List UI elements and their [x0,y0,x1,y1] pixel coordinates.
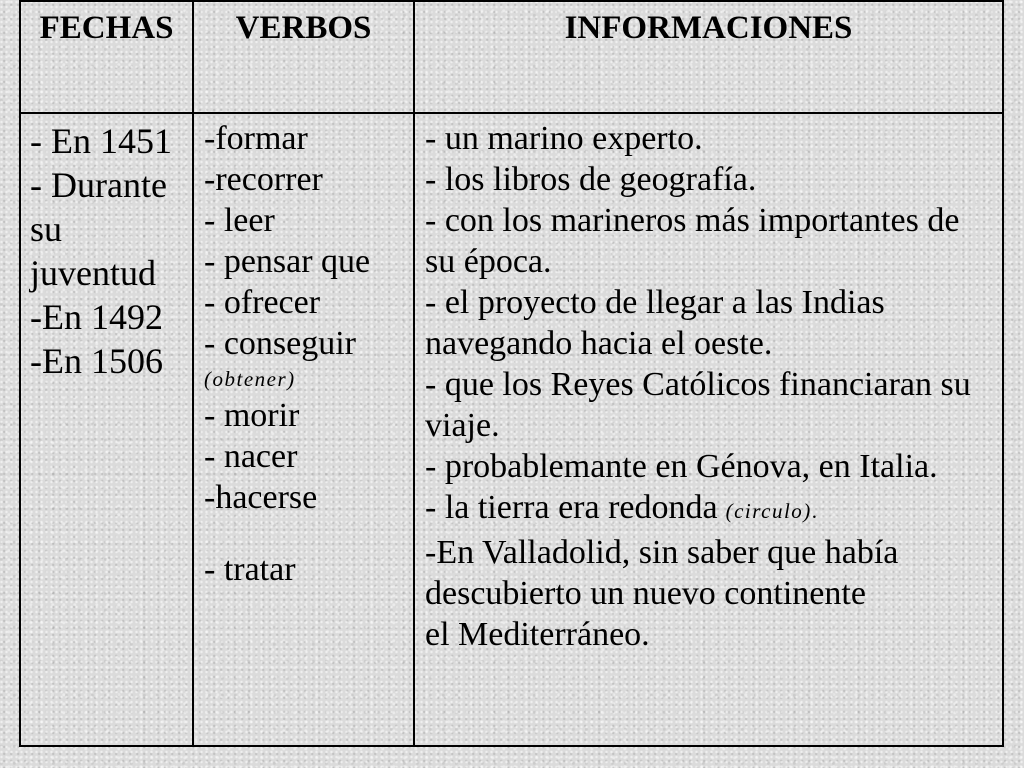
verbo-line: -formar [204,120,308,157]
verbo-line: - pensar que [204,243,371,280]
informacion-line: - probablemante en Génova, en Italia. [425,448,938,485]
informacion-line: su época. [425,243,552,280]
fecha-line: juventud [30,253,156,293]
informacion-text: - la tierra era redonda [425,489,718,526]
verbo-line: - tratar [204,551,296,588]
fecha-line: - En 1451 [30,121,172,161]
header-verbos: VERBOS [235,10,372,46]
header-fechas: FECHAS [39,10,174,46]
informacion-line: - que los Reyes Católicos financiaran su [425,366,971,403]
informacion-line: -En Valladolid, sin saber que había [425,534,899,571]
verbos-cell [194,114,413,745]
verbo-line: - conseguir [204,325,357,362]
fecha-line: - Durante [30,165,167,205]
verbo-line: - leer [204,202,275,239]
informacion-end: . [811,499,818,523]
verbo-line: -recorrer [204,161,323,198]
fechas-cell [21,114,192,745]
verbo-line: -hacerse [204,479,318,516]
fecha-line: -En 1506 [30,341,163,381]
informacion-line: navegando hacia el oeste. [425,325,773,362]
verbo-line: - nacer [204,438,298,475]
informacion-line: descubierto un nuevo continente [425,575,866,612]
informaciones-cell [415,114,1002,745]
info-table [19,0,1004,747]
informacion-line: - los libros de geografía. [425,161,757,198]
informacion-line: viaje. [425,407,500,444]
verbo-line: - morir [204,397,300,434]
verbo-line: - ofrecer [204,284,321,321]
fecha-line: -En 1492 [30,297,163,337]
verbo-note: (obtener) [204,367,296,391]
informacion-note: (circulo) [725,499,812,523]
informacion-line [425,487,1002,532]
informacion-line: - con los marineros más importantes de [425,202,960,239]
header-informaciones: INFORMACIONES [564,10,853,46]
informacion-line: - un marino experto. [425,120,703,157]
informacion-line: - el proyecto de llegar a las Indias [425,284,885,321]
fecha-line: su [30,209,63,249]
informacion-line: el Mediterráneo. [425,616,650,653]
